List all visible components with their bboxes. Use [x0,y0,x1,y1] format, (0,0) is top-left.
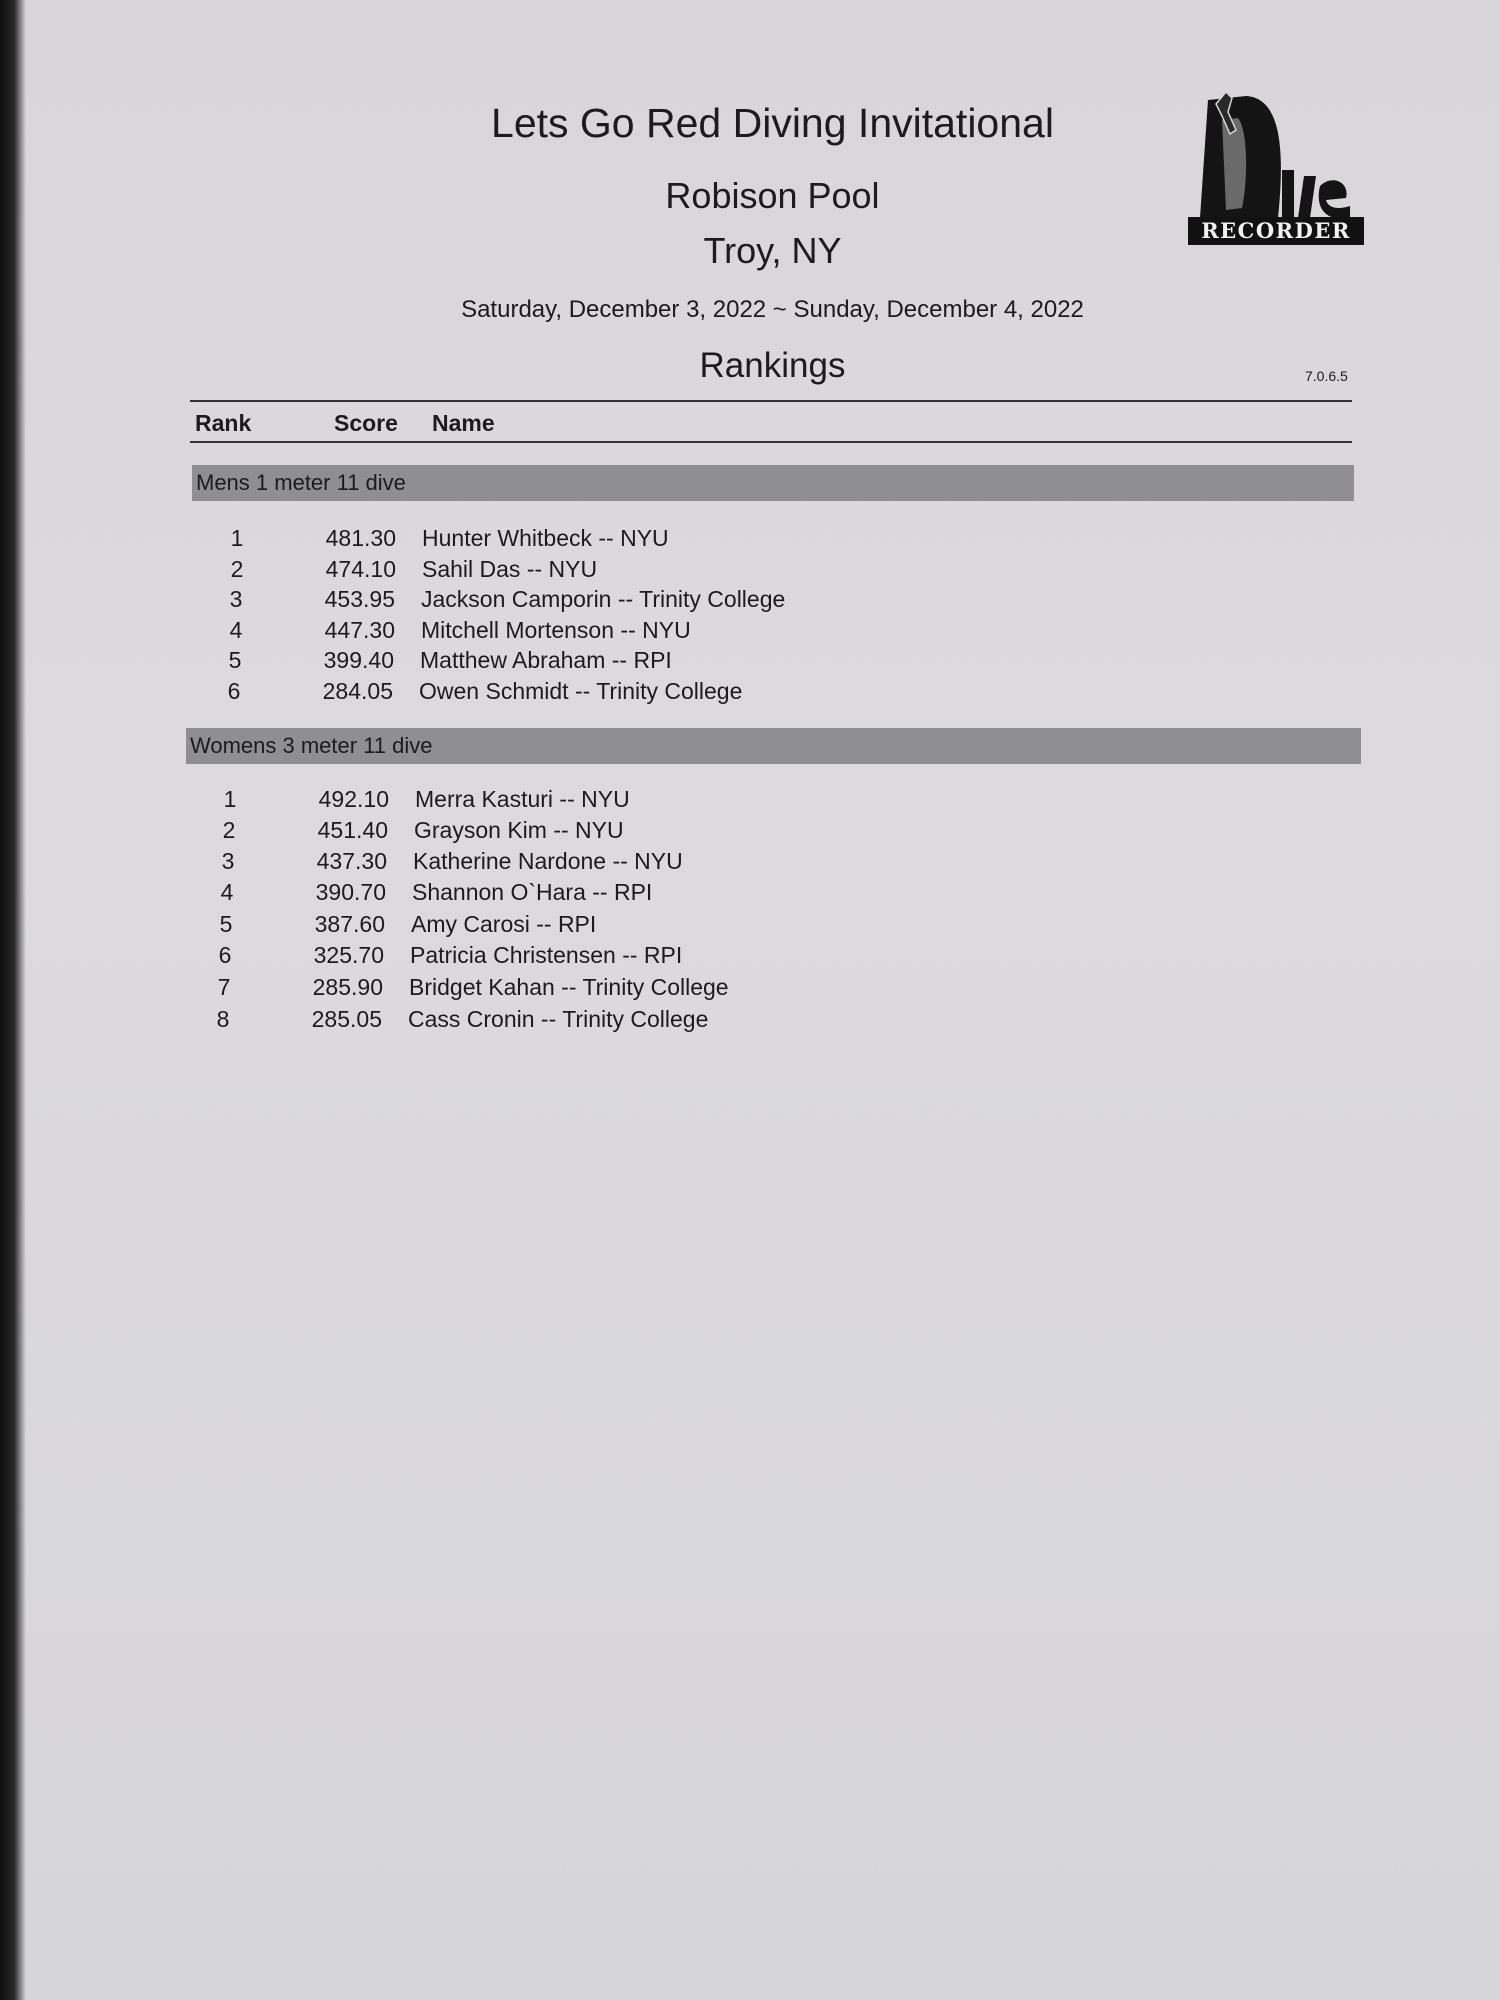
rank-cell: 3 [229,586,243,612]
diver-name-cell: Amy Carosi -- RPI [411,911,597,937]
rank-cell: 3 [221,848,235,874]
score-cell: 437.30 [316,848,387,874]
diver-name-cell: Owen Schmidt -- Trinity College [419,678,743,704]
diver-name-cell: Cass Cronin -- Trinity College [408,1006,709,1032]
meet-dates: Saturday, December 3, 2022 ~ Sunday, December 4, 2022 [461,296,1084,323]
meet-city: Troy, NY [703,230,842,271]
logo-wordmark: RECORDER [1188,217,1364,245]
column-rank: Rank [195,410,252,436]
column-score: Score [334,410,398,436]
rank-cell: 1 [223,786,237,812]
meet-venue: Robison Pool [665,175,880,216]
rank-cell: 5 [219,911,233,937]
diver-name-cell: Mitchell Mortenson -- NYU [421,617,691,643]
header-bottom-rule [190,441,1352,443]
score-cell: 453.95 [324,586,395,612]
event-header-womens-3m: Womens 3 meter 11 dive [186,728,1361,764]
rank-cell: 6 [218,942,232,968]
score-cell: 387.60 [314,911,385,937]
rank-cell: 4 [229,617,243,643]
event-header-mens-1m: Mens 1 meter 11 dive [192,465,1354,501]
rank-cell: 4 [220,879,234,905]
score-cell: 447.30 [324,617,395,643]
diver-name-cell: Bridget Kahan -- Trinity College [409,974,729,1000]
score-cell: 285.90 [312,974,383,1000]
diver-name-cell: Patricia Christensen -- RPI [410,942,683,968]
score-cell: 451.40 [317,817,388,843]
score-cell: 492.10 [318,786,389,812]
score-cell: 285.05 [311,1006,382,1032]
diver-name-cell: Merra Kasturi -- NYU [415,786,630,812]
diver-name-cell: Jackson Camporin -- Trinity College [421,586,786,612]
score-cell: 481.30 [325,525,396,551]
diver-name-cell: Hunter Whitbeck -- NYU [422,525,669,551]
version-label: 7.0.6.5 [1305,368,1348,384]
meet-title: Lets Go Red Diving Invitational [491,100,1054,146]
diver-name-cell: Katherine Nardone -- NYU [413,848,683,874]
score-cell: 390.70 [315,879,386,905]
dive-recorder-logo [1186,90,1366,245]
diver-name-cell: Sahil Das -- NYU [422,556,598,582]
score-cell: 399.40 [323,647,394,673]
diver-name-cell: Shannon O`Hara -- RPI [412,879,653,905]
rank-cell: 6 [227,678,241,704]
score-cell: 474.10 [325,556,396,582]
diver-name-cell: Matthew Abraham -- RPI [420,647,672,673]
rank-cell: 2 [222,817,236,843]
rank-cell: 7 [217,974,231,1000]
rank-cell: 8 [216,1006,230,1032]
diver-logo-icon [1186,90,1366,220]
diver-name-cell: Grayson Kim -- NYU [414,817,624,843]
header-top-rule [190,400,1352,402]
rank-cell: 1 [230,525,244,551]
rank-cell: 2 [230,556,244,582]
score-cell: 325.70 [313,942,384,968]
column-name: Name [432,410,495,436]
rank-cell: 5 [228,647,242,673]
score-cell: 284.05 [322,678,393,704]
report-title: Rankings [699,346,846,385]
